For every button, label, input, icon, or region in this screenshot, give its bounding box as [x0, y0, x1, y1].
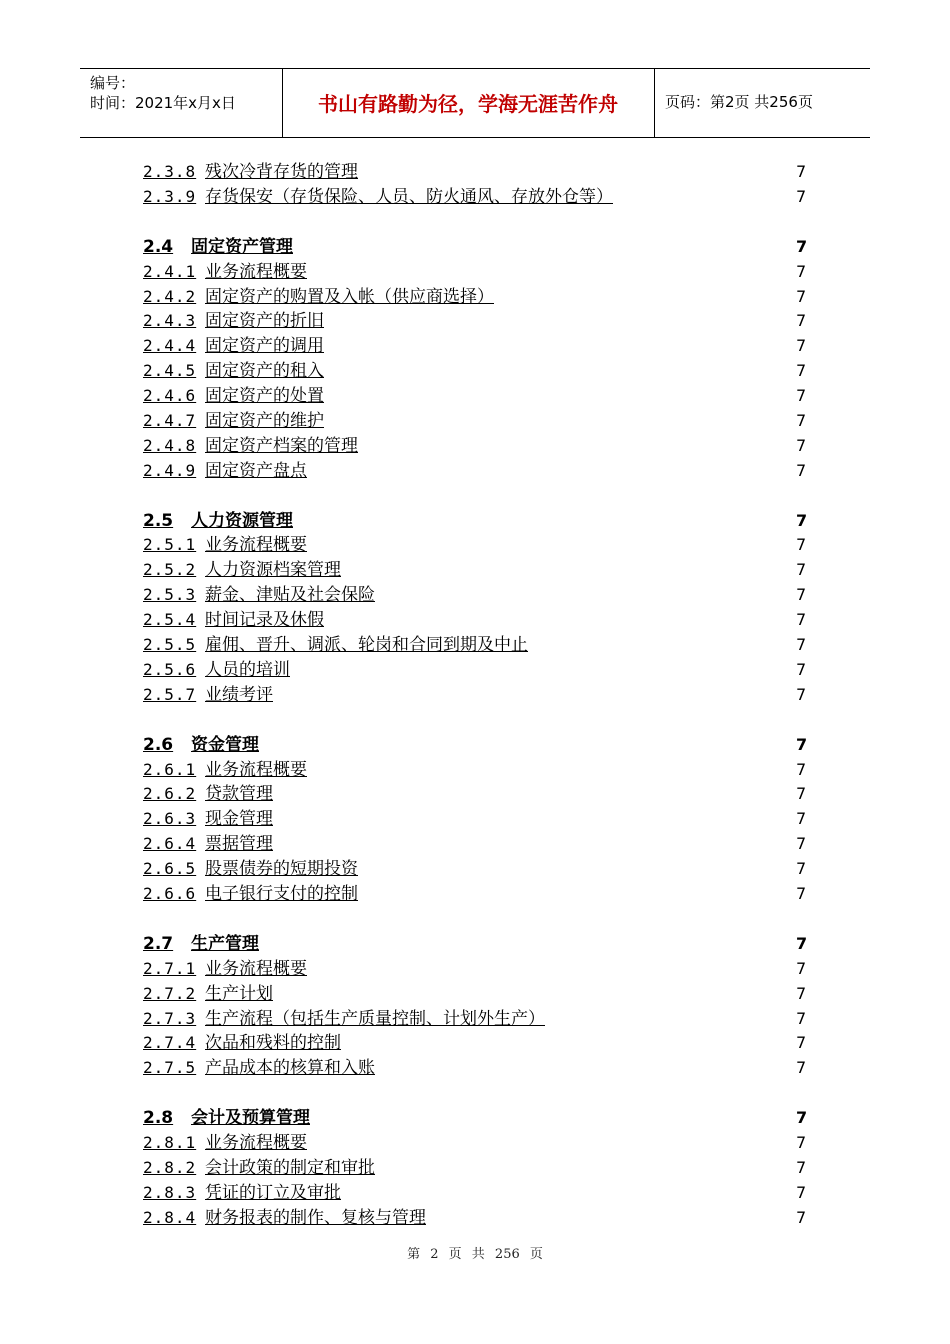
toc-row[interactable] — [0, 659, 950, 681]
toc-entry-number[interactable]: 2.6.6 — [143, 884, 197, 903]
toc-row[interactable] — [0, 634, 950, 656]
toc-row[interactable] — [0, 435, 950, 457]
toc-entry-title[interactable]: 业务流程概要 — [205, 1133, 307, 1153]
toc-page-number: 7 — [796, 162, 807, 181]
toc-row[interactable] — [0, 883, 950, 905]
toc-entry-title[interactable]: 雇佣、晋升、调派、轮岗和合同到期及中止 — [205, 635, 528, 655]
toc-entry-title[interactable]: 业务流程概要 — [205, 535, 307, 555]
toc-entry-number[interactable]: 2.5.6 — [143, 660, 197, 679]
toc-entry-title[interactable]: 业务流程概要 — [205, 959, 307, 979]
toc-entry-title[interactable]: 产品成本的核算和入账 — [205, 1058, 375, 1078]
toc-page-number: 7 — [796, 959, 807, 978]
date-label: 时间：2021年x月x日 — [90, 94, 236, 112]
toc-entry-title[interactable]: 票据管理 — [205, 834, 273, 854]
toc-entry-number[interactable]: 2.7 — [143, 934, 174, 954]
toc-row[interactable] — [0, 1207, 950, 1229]
toc-entry-title[interactable]: 现金管理 — [205, 809, 273, 829]
toc-page-number: 7 — [796, 585, 807, 604]
toc-entry-title[interactable]: 业务流程概要 — [205, 262, 307, 282]
toc-entry-number[interactable]: 2.6 — [143, 735, 174, 755]
toc-row[interactable] — [0, 410, 950, 432]
toc-row[interactable] — [0, 360, 950, 382]
toc-row[interactable] — [0, 261, 950, 283]
toc-row[interactable] — [0, 1008, 950, 1030]
toc-page-number: 7 — [796, 1108, 808, 1127]
toc-entry-title[interactable]: 时间记录及休假 — [205, 610, 324, 630]
toc-entry-number[interactable]: 2.4.3 — [143, 311, 197, 330]
toc-row[interactable] — [0, 1032, 950, 1054]
toc-row[interactable] — [0, 759, 950, 781]
toc-entry-number[interactable]: 2.5.3 — [143, 585, 197, 604]
toc-page-number: 7 — [796, 1208, 807, 1227]
toc-section-row[interactable] — [0, 933, 950, 955]
toc-entry-number[interactable]: 2.4.1 — [143, 262, 197, 281]
toc-row[interactable] — [0, 286, 950, 308]
toc-entry-title[interactable]: 生产管理 — [191, 934, 259, 954]
toc-row[interactable] — [0, 808, 950, 830]
toc-entry-number[interactable]: 2.6.2 — [143, 784, 197, 803]
toc-page-number: 7 — [796, 411, 807, 430]
header-page-cell — [655, 69, 870, 137]
toc-entry-title[interactable]: 资金管理 — [191, 735, 259, 755]
toc-page-number: 7 — [796, 237, 808, 256]
toc-page-number: 7 — [796, 436, 807, 455]
toc-entry-number[interactable]: 2.4.9 — [143, 461, 197, 480]
toc-page-number: 7 — [796, 287, 807, 306]
toc-entry-number[interactable]: 2.7.4 — [143, 1033, 197, 1052]
toc-page-number: 7 — [796, 859, 807, 878]
toc-entry-title[interactable]: 薪金、津贴及社会保险 — [205, 585, 375, 605]
toc-entry-title[interactable]: 贷款管理 — [205, 784, 273, 804]
toc-page-number: 7 — [796, 760, 807, 779]
page-footer: 第 2 页 共 256 页 — [407, 1247, 543, 1262]
toc-entry-number[interactable]: 2.8 — [143, 1108, 174, 1128]
toc-entry-number[interactable]: 2.6.1 — [143, 760, 197, 779]
toc-entry-number[interactable]: 2.4.7 — [143, 411, 197, 430]
toc-entry-title[interactable]: 固定资产管理 — [191, 237, 293, 257]
toc-section-row[interactable] — [0, 734, 950, 756]
toc-row[interactable] — [0, 584, 950, 606]
toc-section-row[interactable] — [0, 236, 950, 258]
toc-entry-title[interactable]: 残次冷背存货的管理 — [205, 162, 358, 182]
toc-entry-number[interactable]: 2.8.3 — [143, 1183, 197, 1202]
toc-entry-number[interactable]: 2.7.3 — [143, 1009, 197, 1028]
toc-row[interactable] — [0, 783, 950, 805]
toc-entry-number[interactable]: 2.4.8 — [143, 436, 197, 455]
toc-row[interactable] — [0, 460, 950, 482]
toc-entry-title[interactable]: 人力资源档案管理 — [205, 560, 341, 580]
toc-row[interactable] — [0, 385, 950, 407]
toc-entry-number[interactable]: 2.8.1 — [143, 1133, 197, 1152]
toc-row[interactable] — [0, 559, 950, 581]
toc-row[interactable] — [0, 1132, 950, 1154]
toc-entry-title[interactable]: 固定资产档案的管理 — [205, 436, 358, 456]
toc-page-number: 7 — [796, 635, 807, 654]
toc-entry-title[interactable]: 生产流程（包括生产质量控制、计划外生产） — [205, 1009, 545, 1029]
toc-row[interactable] — [0, 684, 950, 706]
toc-entry-title[interactable]: 会计及预算管理 — [191, 1108, 310, 1128]
toc-page-number: 7 — [796, 735, 808, 754]
toc-entry-number[interactable]: 2.6.5 — [143, 859, 197, 878]
toc-entry-title[interactable]: 固定资产的购置及入帐（供应商选择） — [205, 287, 494, 307]
toc-row[interactable] — [0, 983, 950, 1005]
toc-page-number: 7 — [796, 685, 807, 704]
toc-row[interactable] — [0, 1157, 950, 1179]
toc-entry-number[interactable]: 2.6.3 — [143, 809, 197, 828]
toc-entry-title[interactable]: 财务报表的制作、复核与管理 — [205, 1208, 426, 1228]
toc-entry-title[interactable]: 业绩考评 — [205, 685, 273, 705]
toc-page-number: 7 — [796, 834, 807, 853]
toc-entry-title[interactable]: 固定资产的处置 — [205, 386, 324, 406]
toc-section-row[interactable] — [0, 1107, 950, 1129]
toc-entry-title[interactable]: 电子银行支付的控制 — [205, 884, 358, 904]
toc-entry-number[interactable]: 2.5.7 — [143, 685, 197, 704]
toc-page-number: 7 — [796, 311, 807, 330]
toc-entry-title[interactable]: 存货保安（存货保险、人员、防火通风、存放外仓等） — [205, 187, 613, 207]
toc-page-number: 7 — [796, 336, 807, 355]
serial-number-label: 编号： — [90, 74, 136, 92]
toc-page-number: 7 — [796, 934, 808, 953]
toc-entry-number[interactable]: 2.4 — [143, 237, 174, 257]
toc-entry-title[interactable]: 固定资产的折旧 — [205, 311, 324, 331]
toc-entry-number[interactable]: 2.5.5 — [143, 635, 197, 654]
toc-page-number: 7 — [796, 784, 807, 803]
toc-entry-number[interactable]: 2.6.4 — [143, 834, 197, 853]
toc-row[interactable] — [0, 161, 950, 183]
toc-page-number: 7 — [796, 262, 807, 281]
toc-page-number: 7 — [796, 1158, 807, 1177]
toc-entry-number[interactable]: 2.4.2 — [143, 287, 197, 306]
toc-row[interactable] — [0, 833, 950, 855]
toc-row[interactable] — [0, 310, 950, 332]
toc-entry-title[interactable]: 人员的培训 — [205, 660, 290, 680]
toc-entry-title[interactable]: 业务流程概要 — [205, 760, 307, 780]
toc-page-number: 7 — [796, 660, 807, 679]
toc-section-row[interactable] — [0, 510, 950, 532]
toc-entry-number[interactable]: 2.4.6 — [143, 386, 197, 405]
toc-page-number: 7 — [796, 535, 807, 554]
toc-page-number: 7 — [796, 461, 807, 480]
toc-page-number: 7 — [796, 560, 807, 579]
toc-row[interactable] — [0, 958, 950, 980]
toc-page-number: 7 — [796, 1033, 807, 1052]
toc-entry-title[interactable]: 会计政策的制定和审批 — [205, 1158, 375, 1178]
toc-row[interactable] — [0, 186, 950, 208]
toc-entry-number[interactable]: 2.3.9 — [143, 187, 197, 206]
toc-page-number: 7 — [796, 809, 807, 828]
motto-text: 书山有路勤为径，学海无涯苦作舟 — [318, 92, 618, 116]
toc-page-number: 7 — [796, 511, 808, 530]
page-code-label: 页码：第2页 共256页 — [665, 93, 813, 111]
toc-row[interactable] — [0, 1182, 950, 1204]
toc-entry-title[interactable]: 固定资产的调用 — [205, 336, 324, 356]
toc-page-number: 7 — [796, 1133, 807, 1152]
toc-page-number: 7 — [796, 187, 807, 206]
toc-entry-title[interactable]: 次品和残料的控制 — [205, 1033, 341, 1053]
toc-entry-title[interactable]: 固定资产盘点 — [205, 461, 307, 481]
toc-row[interactable] — [0, 534, 950, 556]
page-header — [80, 68, 870, 138]
toc-entry-number[interactable]: 2.4.5 — [143, 361, 197, 380]
toc-entry-title[interactable]: 凭证的订立及审批 — [205, 1183, 341, 1203]
toc-entry-number[interactable]: 2.5 — [143, 511, 174, 531]
toc-entry-number[interactable]: 2.5.4 — [143, 610, 197, 629]
toc-entry-title[interactable]: 股票债券的短期投资 — [205, 859, 358, 879]
toc-entry-number[interactable]: 2.8.4 — [143, 1208, 197, 1227]
toc-page-number: 7 — [796, 1058, 807, 1077]
toc-entry-number[interactable]: 2.7.2 — [143, 984, 197, 1003]
toc-entry-number[interactable]: 2.8.2 — [143, 1158, 197, 1177]
toc-page-number: 7 — [796, 361, 807, 380]
toc-entry-title[interactable]: 生产计划 — [205, 984, 273, 1004]
header-meta-cell — [80, 69, 283, 137]
toc-page-number: 7 — [796, 1183, 807, 1202]
toc-row[interactable] — [0, 609, 950, 631]
toc-entry-title[interactable]: 固定资产的维护 — [205, 411, 324, 431]
toc-entry-number[interactable]: 2.3.8 — [143, 162, 197, 181]
toc-row[interactable] — [0, 858, 950, 880]
toc-entry-title[interactable]: 人力资源管理 — [191, 511, 293, 531]
toc-page-number: 7 — [796, 1009, 807, 1028]
toc-row[interactable] — [0, 1057, 950, 1079]
toc-entry-number[interactable]: 2.5.1 — [143, 535, 197, 554]
header-motto-cell — [282, 69, 655, 137]
toc-page-number: 7 — [796, 386, 807, 405]
toc-entry-number[interactable]: 2.5.2 — [143, 560, 197, 579]
toc-row[interactable] — [0, 335, 950, 357]
toc-page-number: 7 — [796, 884, 807, 903]
toc-entry-number[interactable]: 2.7.1 — [143, 959, 197, 978]
toc-page-number: 7 — [796, 984, 807, 1003]
toc-entry-number[interactable]: 2.4.4 — [143, 336, 197, 355]
toc-entry-title[interactable]: 固定资产的租入 — [205, 361, 324, 381]
toc-page-number: 7 — [796, 610, 807, 629]
toc-entry-number[interactable]: 2.7.5 — [143, 1058, 197, 1077]
